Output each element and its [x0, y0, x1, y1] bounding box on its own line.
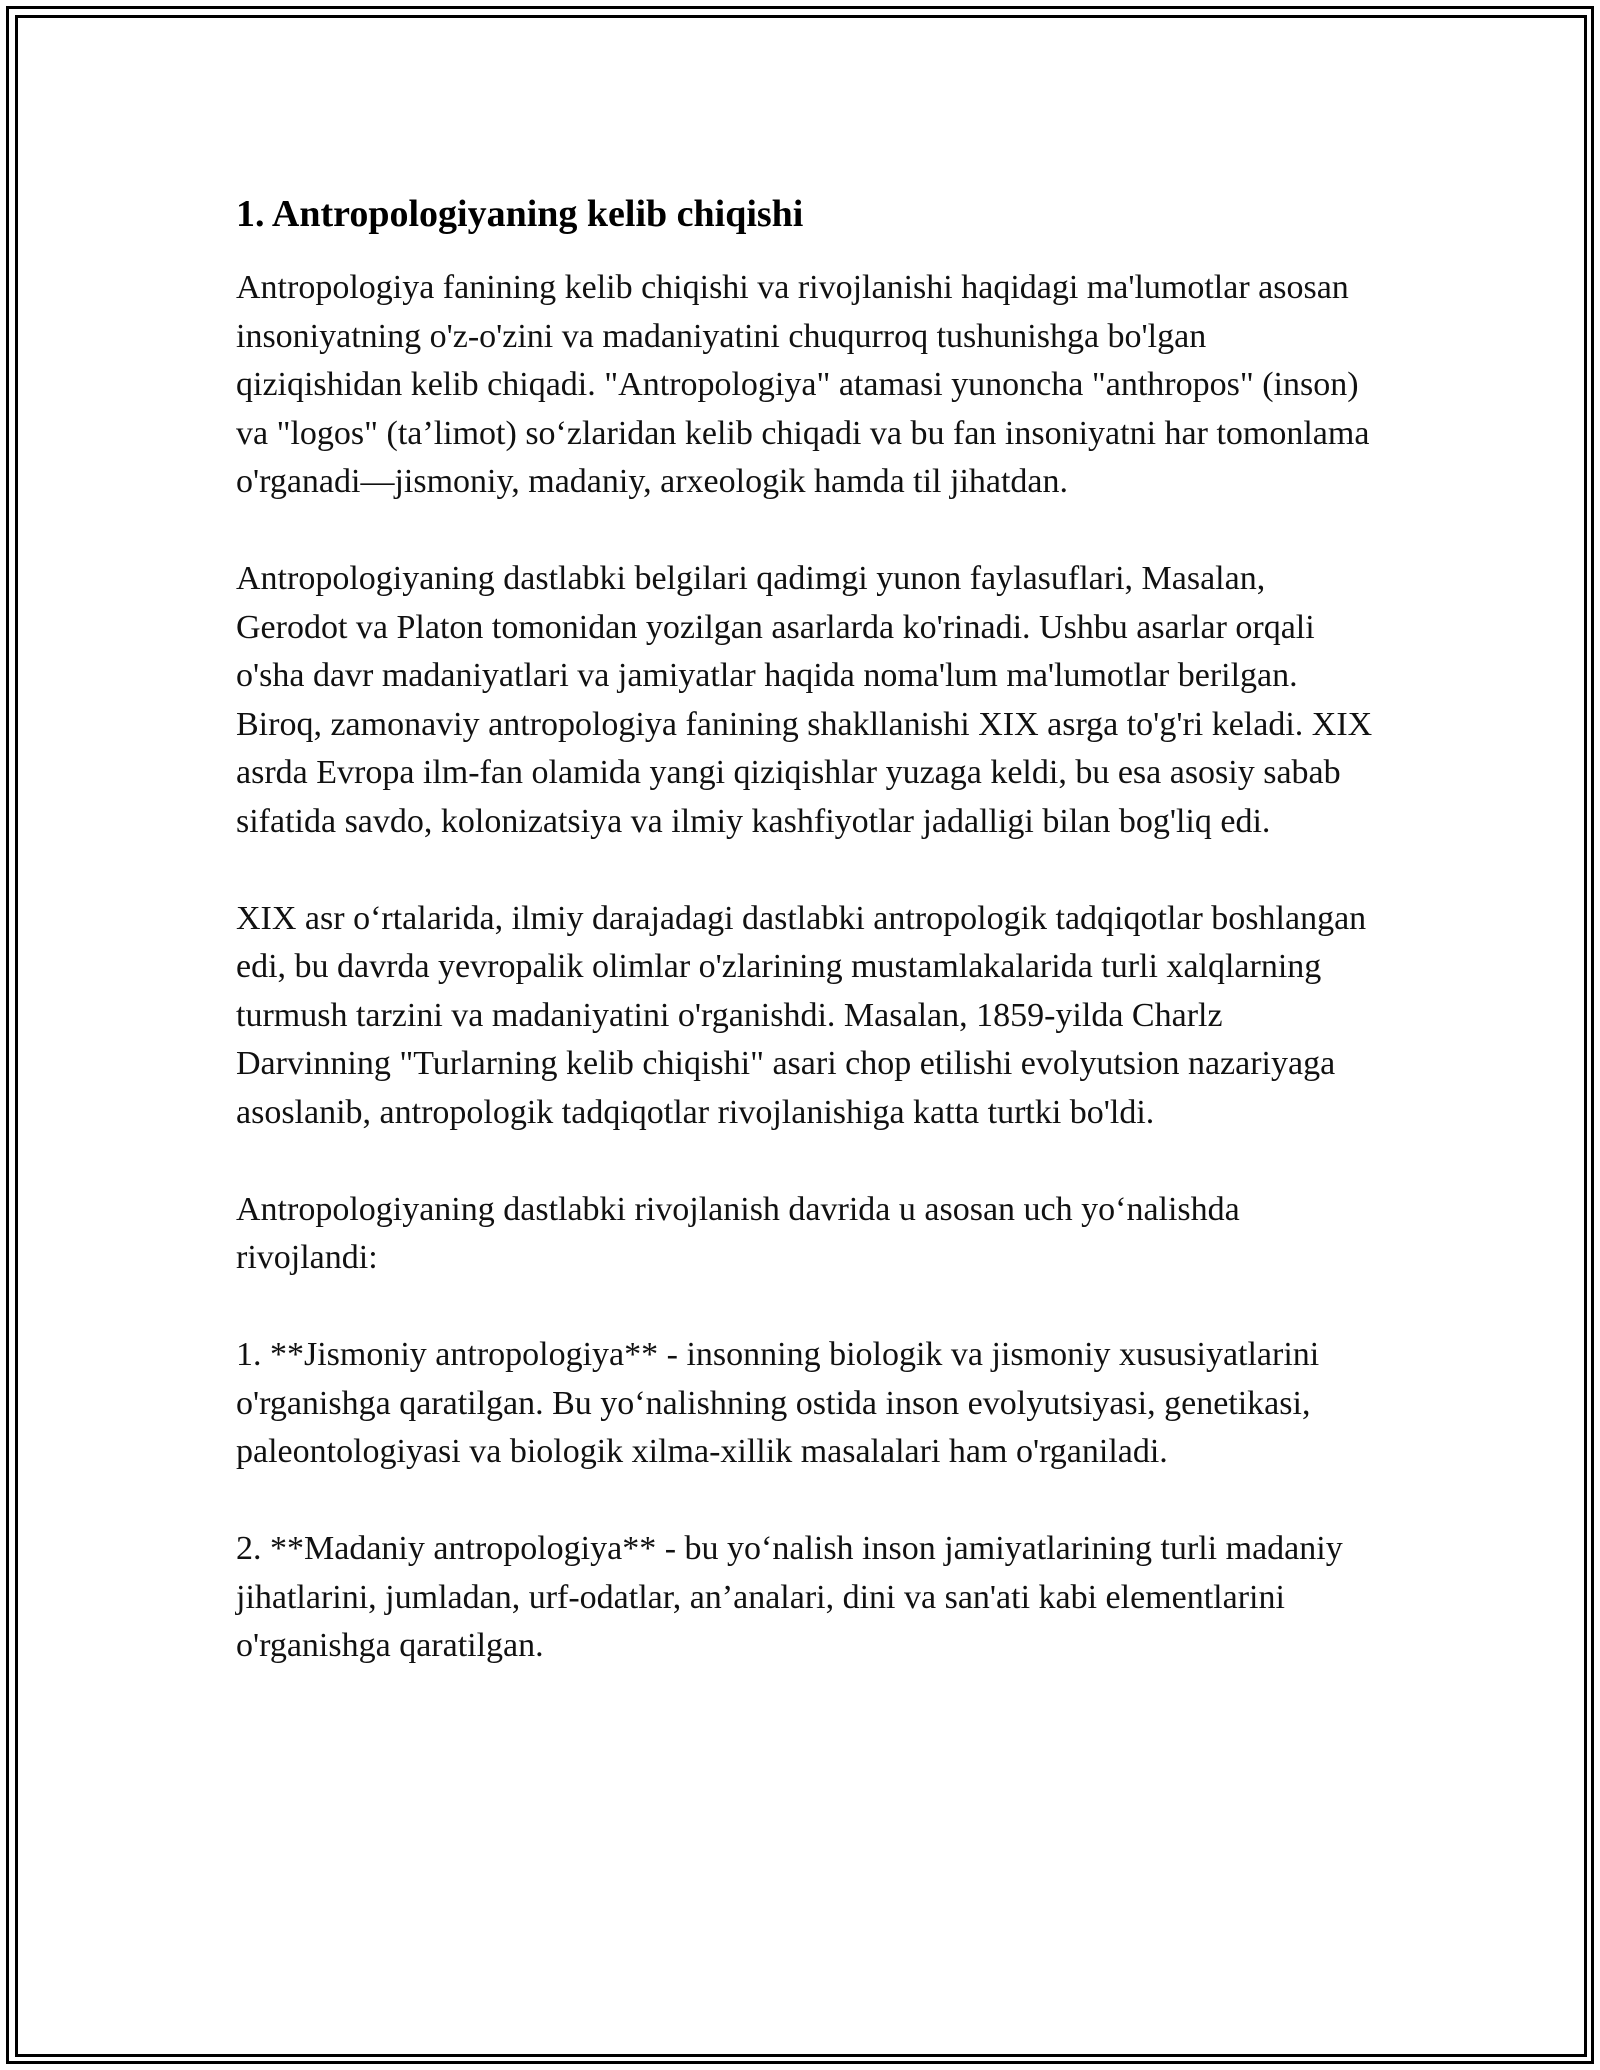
paragraph-origin: Antropologiya fanining kelib chiqishi va rivojlanishi haqidagi ma'lumotlar asosan insoniyatning o'z-o'zini va madaniyatini chuqurroq tushunishga bo'lgan qiziqishidan kelib chiqadi. "Antropologiya" atamasi yunoncha "anthropos" (inson) va "logos" (ta’limot) so‘zlaridan kelib chiqadi va bu fan insoniyatni har tomonlama o'rganadi—jismoniy, madaniy, arxeologik hamda til jihatdan.	[236, 269, 1370, 500]
paragraph-early-signs: Antropologiyaning dastlabki belgilari qadimgi yunon faylasuflari, Masalan, Gerodot va Platon tomonidan yozilgan asarlarda ko'rinadi. Ushbu asarlar orqali o'sha davr madaniyatlari va jamiyatlar haqida noma'lum ma'lumotlar berilgan. Biroq, zamonaviy antropologiya fanining shakllanishi XIX asrga to'g'ri keladi. XIX asrda Evropa ilm-fan olamida yangi qiziqishlar yuzaga keldi, bu esa asosiy sabab sifatida savdo, kolonizatsiya va ilmiy kashfiyotlar jadalligi bilan bog'liq edi.	[236, 560, 1373, 840]
section-heading: 1. Antropologiyaning kelib chiqishi	[236, 193, 804, 235]
list-item-cultural-anthropology: 2. **Madaniy antropologiya** - bu yo‘nalish inson jamiyatlarining turli madaniy jihatlarini, jumladan, urf-odatlar, an’analari, dini va san'ati kabi elementlarini o'rganishga qaratilgan.	[236, 1530, 1343, 1664]
document-body	[236, 188, 1380, 1719]
paragraph-nineteenth-century: XIX asr o‘rtalarida, ilmiy darajadagi dastlabki antropologik tadqiqotlar boshlangan edi, bu davrda yevropalik olimlar o'zlarining mustamlakalarida turli xalqlarning turmush tarzini va madaniyatini o'rganishdi. Masalan, 1859-yilda Charlz Darvinning "Turlarning kelib chiqishi" asari chop etilishi evolyutsion nazariyaga asoslanib, antropologik tadqiqotlar rivojlanishiga katta turtki bo'ldi.	[236, 899, 1367, 1131]
paragraph-three-directions: Antropologiyaning dastlabki rivojlanish davrida u asosan uch yo‘nalishda rivojlandi:	[236, 1190, 1240, 1276]
list-item-physical-anthropology: 1. **Jismoniy antropologiya** - insonning biologik va jismoniy xususiyatlarini o'rganishga qaratilgan. Bu yo‘nalishning ostida inson evolyutsiyasi, genetikasi, paleontologiyasi va biologik xilma-xillik masalalari ham o'rganiladi.	[236, 1336, 1320, 1470]
